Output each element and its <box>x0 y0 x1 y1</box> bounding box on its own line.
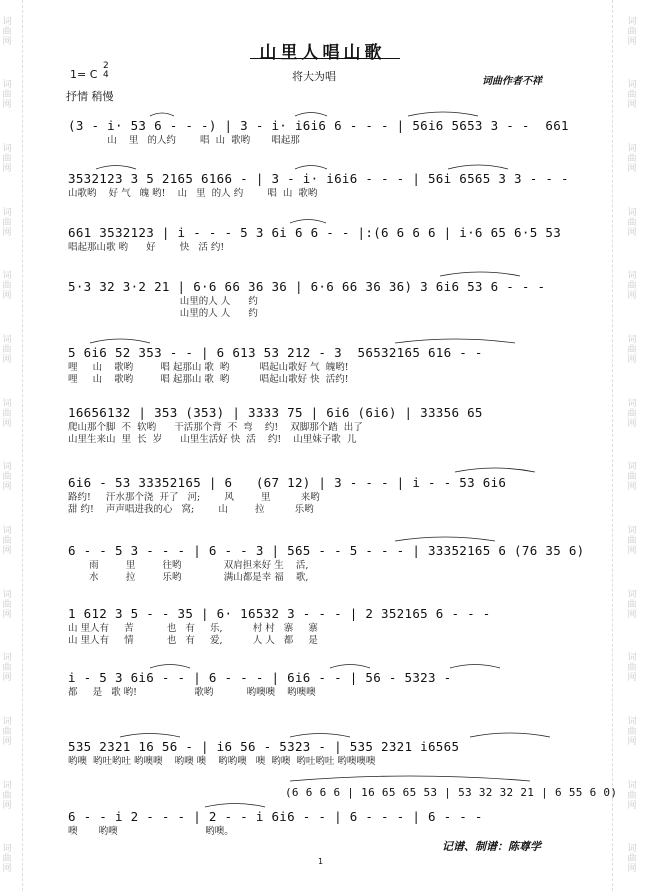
tempo-marking: 抒情 稍慢 <box>66 90 114 103</box>
score-system-6 <box>68 404 578 446</box>
key-signature: 1= C <box>70 68 98 81</box>
watermark-text: 词 曲 网 <box>627 589 637 620</box>
score-system-3 <box>68 224 578 254</box>
meter-bottom: 4 <box>103 70 109 80</box>
notation-line: 16656132 | 353 (353) | 3333 75 | 6i6 (6i6) | 33356 65 <box>68 405 483 420</box>
notation-line: 5 6i6 52 353 - - | 6 613 53 212 - 3 56532165 616 - - <box>68 345 483 360</box>
slur-mark <box>120 734 180 738</box>
slur-mark <box>440 272 520 276</box>
slur-mark <box>408 112 478 116</box>
meter-top: 2 <box>103 61 109 71</box>
score-system-12 <box>68 808 578 838</box>
lyric-line: 哟噢 哟吐哟吐 哟噢噢 哟噢 噢 哟哟噢 噢 哟噢 哟吐哟吐 哟噢噢噢 <box>68 756 376 767</box>
slur-mark <box>450 665 500 669</box>
lyric-line: 爬山那个脚 不 软哟 干活那个背 不 弯 约! 双脚那个踏 出了 <box>68 422 363 433</box>
watermark-text: 词 曲 网 <box>2 844 12 875</box>
slur-mark <box>290 220 326 224</box>
watermark-text: 词 曲 网 <box>627 653 637 684</box>
composer-credit: 词曲作者不祥 <box>482 76 542 87</box>
score-system-5 <box>68 344 578 386</box>
slur-mark <box>90 339 150 343</box>
lyric-line: 山 里人有 苦 也 有 乐, 村 村 寨 寨 <box>68 623 318 634</box>
slur-mark <box>96 166 136 170</box>
lyric-line: 噢 哟噢 哟噢。 <box>68 826 234 837</box>
watermark-text: 词 曲 网 <box>627 271 637 302</box>
slur-mark <box>290 734 350 738</box>
slur-mark <box>205 804 265 808</box>
watermark-text: 词 曲 网 <box>627 80 637 111</box>
notation-line: 3532123 3 5 2165 6166 - | 3 - i· i6i6 - - - | 56i 6565 3 3 - - - <box>68 171 569 186</box>
score-system-7 <box>68 474 578 516</box>
watermark-text: 词 曲 网 <box>2 335 12 366</box>
slur-mark <box>455 468 535 472</box>
lyric-line: 唱起那山歌 哟 好 快 活 约! <box>68 242 225 253</box>
watermark-text: 词 曲 网 <box>627 780 637 811</box>
watermark-text: 词 曲 网 <box>627 144 637 175</box>
watermark-text: 词 曲 网 <box>627 462 637 493</box>
watermark-text: 词 曲 网 <box>2 271 12 302</box>
watermark-text: 词 曲 网 <box>2 16 12 47</box>
slur-mark <box>150 665 190 669</box>
slur-mark <box>395 537 495 541</box>
notation-line: 6 - - 5 3 - - - | 6 - - 3 | 565 - - 5 - - - | 33352165 6 (76 35 6) <box>68 543 585 558</box>
slur-mark <box>470 733 550 737</box>
score-system-10 <box>68 669 578 699</box>
score-system-9 <box>68 605 578 647</box>
score-system-1 <box>68 117 578 147</box>
score-system-2 <box>68 170 578 200</box>
watermark-text: 词 曲 网 <box>2 653 12 684</box>
notation-line: i - 5 3 6i6 - - | 6 - - - | 6i6 - - | 56 - 5323 - <box>68 670 452 685</box>
slur-mark <box>150 113 174 116</box>
slur-mark <box>395 339 515 343</box>
lyric-line: 山里的人 人 约 <box>68 296 258 307</box>
notation-line: 1 612 3 5 - - 35 | 6· 16532 3 - - - | 2 352165 6 - - - <box>68 606 491 621</box>
watermark-text: 词 曲 网 <box>627 335 637 366</box>
score-system-11 <box>68 738 578 768</box>
watermark-column-left <box>0 0 14 891</box>
score-system-8 <box>68 542 585 584</box>
lyric-line: 山里生来山 里 长 岁 山里生活好 快 活 约! 山里妹子歌 儿 <box>68 434 357 445</box>
transcriber-credit: 记谱、制谱：陈尊学 <box>442 840 541 853</box>
lyric-line: 水 拉 乐哟 满山都是幸 福 歌, <box>68 572 309 583</box>
lyric-line: 哩 山 歌哟 唱 起那山 歌 哟 唱起山歌好 气 魄哟! <box>68 362 349 373</box>
notation-line: 661 3532123 | i - - - 5 3 6i 6 6 - - |:(6 6 6 6 | i·6 65 6·5 53 <box>68 225 562 240</box>
watermark-text: 词 曲 网 <box>2 80 12 111</box>
notation-line: 535 2321 16 56 - | i6 56 - 5323 - | 535 2321 i6565 <box>68 739 460 754</box>
watermark-text: 词 曲 网 <box>627 207 637 238</box>
lyric-line: 山 里 的人约 唱 山 歌哟 唱起那 <box>68 135 300 146</box>
lyric-line: 山里的人 人 约 <box>68 308 258 319</box>
lyric-line: 山 里人有 情 也 有 爱, 人 人 都 是 <box>68 635 318 646</box>
slur-mark <box>290 776 530 781</box>
slur-mark <box>295 113 327 117</box>
score-system-4 <box>68 278 578 320</box>
watermark-text: 词 曲 网 <box>2 398 12 429</box>
slur-mark <box>295 166 327 170</box>
title-underline <box>250 58 400 59</box>
slur-mark <box>330 665 370 669</box>
left-margin-line <box>22 0 23 891</box>
lyric-line: 哩 山 歌哟 唱 起那山 歌 哟 唱起山歌好 快 活约! <box>68 374 349 385</box>
coda-phrase <box>285 784 618 802</box>
watermark-column-right <box>625 0 639 891</box>
watermark-text: 词 曲 网 <box>627 525 637 556</box>
slur-mark <box>448 165 508 169</box>
watermark-text: 词 曲 网 <box>2 525 12 556</box>
watermark-text: 词 曲 网 <box>2 144 12 175</box>
watermark-text: 词 曲 网 <box>2 207 12 238</box>
watermark-text: 词 曲 网 <box>627 398 637 429</box>
right-margin-line <box>612 0 613 891</box>
page-number: 1 <box>318 857 324 866</box>
coda-notation: (6 6 6 6 | 16 65 65 53 | 53 32 32 21 | 6 55 6 0) <box>285 786 618 799</box>
lyric-line: 雨 里 往哟 双肩担来好 生 活, <box>68 560 309 571</box>
watermark-text: 词 曲 网 <box>627 716 637 747</box>
notation-line: 6i6 - 53 33352165 | 6 (67 12) | 3 - - - | i - - 53 6i6 <box>68 475 507 490</box>
time-signature <box>103 62 109 80</box>
watermark-text: 词 曲 网 <box>2 462 12 493</box>
lyric-line: 山歌哟 好 气 魄 哟! 山 里 的人 约 唱 山 歌哟 <box>68 188 318 199</box>
lyric-line: 路约! 汗水那个浇 开了 河; 风 里 来哟 <box>68 492 320 503</box>
song-title: 山里人唱山歌 <box>259 43 386 63</box>
watermark-text: 词 曲 网 <box>627 16 637 47</box>
notation-line: (3 - i· 53 6 - - -) | 3 - i· i6i6 6 - - - | 56i6 5653 3 - - 661 <box>68 118 569 133</box>
watermark-text: 词 曲 网 <box>2 716 12 747</box>
lyric-line: 都 是 歌 哟! 歌哟 哟噢噢 哟噢噢 <box>68 687 316 698</box>
lyric-line: 甜 约! 声声唱进我的心 窝; 山 拉 乐哟 <box>68 504 314 515</box>
watermark-text: 词 曲 网 <box>2 589 12 620</box>
notation-line: 6 - - i 2 - - - | 2 - - i 6i6 - - | 6 - - - | 6 - - - <box>68 809 483 824</box>
watermark-text: 词 曲 网 <box>627 844 637 875</box>
singer-credit: 将大为唱 <box>292 70 336 83</box>
notation-line: 5·3 32 3·2 21 | 6·6 66 36 36 | 6·6 66 36 36) 3 6i6 53 6 - - - <box>68 279 546 294</box>
watermark-text: 词 曲 网 <box>2 780 12 811</box>
